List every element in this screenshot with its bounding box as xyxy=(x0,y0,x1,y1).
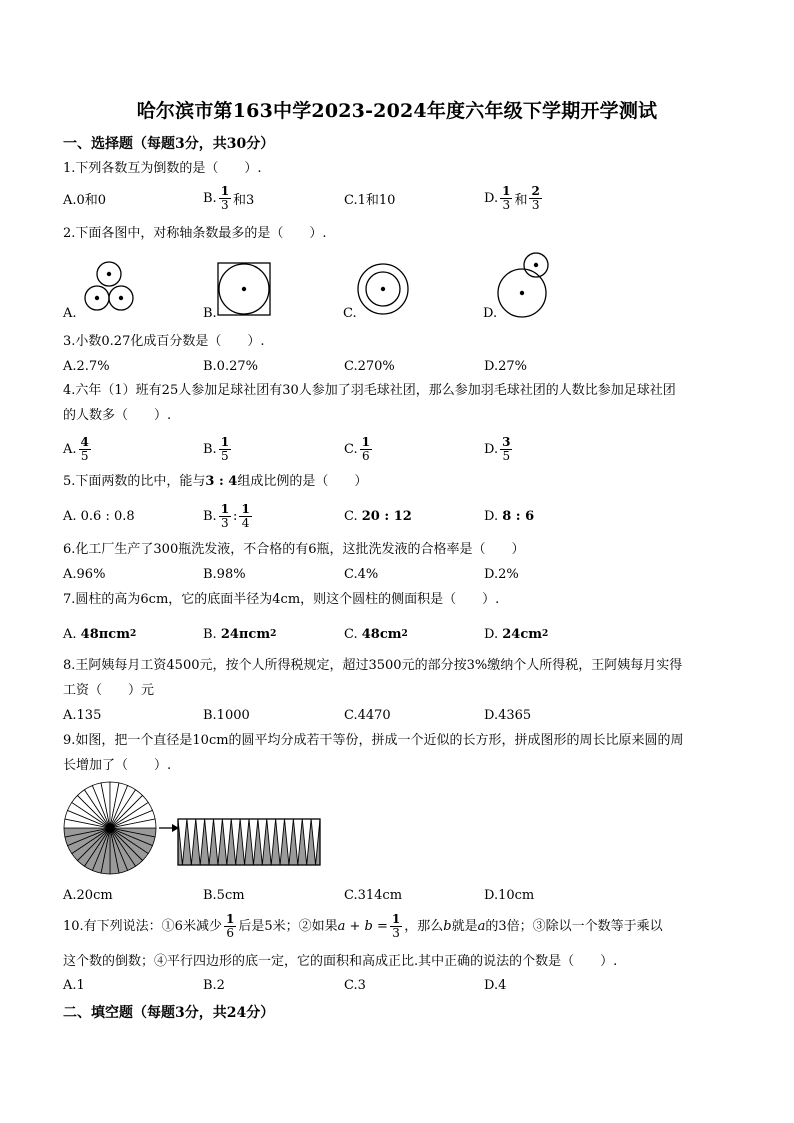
q7-option-d: D. 24cm 2 xyxy=(484,626,549,642)
concentric-circles-figure xyxy=(356,262,410,316)
fraction: $\frac{1}{3}$ xyxy=(391,912,401,940)
section-multiple-choice-heading: 一、选择题（每题3分，共30分） xyxy=(63,136,275,152)
fraction: $\frac{1}{6}$ xyxy=(225,912,235,940)
transform-arrow xyxy=(159,824,179,832)
q9-stem-line1: 9.如图，把一个直径是10cm的圆平均分成若干等份，拼成一个近似的长方形，拼成图形的周长比原来圆的周 xyxy=(63,733,684,748)
q3-option-d: D.27% xyxy=(484,358,527,374)
q4-option-b: B. $\frac{1}{5}$ xyxy=(203,434,230,463)
q1-options xyxy=(63,183,763,213)
fraction: $\frac{2}{3}$ xyxy=(531,183,540,212)
q3-option-b: B.0.27% xyxy=(203,358,258,374)
q4-options xyxy=(63,434,763,464)
q4-option-a: A. $\frac{4}{5}$ xyxy=(63,434,89,463)
q6-option-b: B.98% xyxy=(203,566,246,582)
q10-option-c: C.3 xyxy=(344,977,366,993)
q8-option-d: D.4365 xyxy=(484,707,532,723)
q7-options xyxy=(63,619,763,649)
q4-option-c: C. $\frac{1}{6}$ xyxy=(344,434,370,463)
q2-option-b: B. xyxy=(203,306,217,321)
q4-option-d: D. $\frac{3}{5}$ xyxy=(484,434,511,463)
fraction: $\frac{1}{5}$ xyxy=(220,434,230,463)
q8-option-c: C.4470 xyxy=(344,707,391,723)
three-circles-figure xyxy=(76,258,142,318)
fraction: $\frac{1}{4}$ xyxy=(241,501,250,530)
q6-option-a: A.96% xyxy=(63,566,106,582)
q6-stem: 6.化工厂生产了300瓶洗发液，不合格的有6瓶，这批洗发液的合格率是（ ） xyxy=(63,542,525,557)
q2-option-a: A. xyxy=(63,306,77,321)
q4-stem-line2: 的人数多（ ）. xyxy=(63,408,172,423)
q5-option-a: A. 0.6 : 0.8 xyxy=(63,508,135,524)
circle-to-rectangle-figure xyxy=(62,780,324,880)
q3-option-a: A.2.7% xyxy=(63,358,110,374)
q10-option-b: B.2 xyxy=(203,977,225,993)
q2-option-c: C. xyxy=(343,306,357,321)
q1-stem: 1.下列各数互为倒数的是（ ）. xyxy=(63,161,262,176)
fraction: $\frac{1}{3}$ xyxy=(220,183,230,212)
q9-option-b: B.5cm xyxy=(203,887,245,903)
q4-stem-line1: 4.六年（1）班有25人参加足球社团有30人参加了羽毛球社团，那么参加羽毛球社团的人数比参加足球社团 xyxy=(63,383,676,398)
section-fill-blank-heading: 二、填空题（每题3分，共24分） xyxy=(63,1005,275,1021)
q8-stem-line1: 8.王阿姨每月工资4500元，按个人所得税规定，超过3500元的部分按3%缴纳个人所得税，王阿姨每月实得 xyxy=(63,658,683,673)
q9-options xyxy=(63,880,763,910)
divided-circle xyxy=(64,782,156,874)
q5-options xyxy=(63,501,763,531)
q3-options xyxy=(63,351,763,381)
q7-option-a: A. 48πcm 2 xyxy=(63,626,137,642)
q6-option-c: C.4% xyxy=(344,566,379,582)
fraction: $\frac{1}{3}$ xyxy=(502,183,511,212)
fraction: $\frac{4}{5}$ xyxy=(80,434,89,463)
fraction: $\frac{1}{6}$ xyxy=(361,434,370,463)
q1-option-b: B. $\frac{1}{3}$ 和3 xyxy=(203,183,255,212)
q10-stem-line1: 10.有下列说法：①6米减少 $\frac{1}{6}$ 后是5米；②如果 a + b = $\frac{1}{3}$ ，那么 b 就是 a 的3倍；③除以一个数等于乘以 xyxy=(63,912,663,940)
q8-option-b: B.1000 xyxy=(203,707,250,723)
q2-stem: 2.下面各图中，对称轴条数最多的是（ ）. xyxy=(63,226,327,241)
q1-option-d: D. $\frac{1}{3}$ 和 $\frac{2}{3}$ xyxy=(484,183,540,212)
approximate-rectangle xyxy=(178,819,320,865)
q1-option-a: A.0和0 xyxy=(63,192,107,208)
q7-option-c: C. 48cm 2 xyxy=(344,626,408,642)
q8-options xyxy=(63,700,763,730)
q7-stem: 7.圆柱的高为6cm，它的底面半径为4cm，则这个圆柱的侧面积是（ ）. xyxy=(63,592,500,607)
q9-option-a: A.20cm xyxy=(63,887,113,903)
equation: a + b = xyxy=(337,919,388,934)
q5-stem: 5.下面两数的比中，能与3 : 4组成比例的是（ ） xyxy=(63,474,368,489)
q8-option-a: A.135 xyxy=(63,707,102,723)
q5-option-c: C. 20 : 12 xyxy=(344,508,412,524)
tangent-circles-figure xyxy=(496,250,556,320)
fraction: $\frac{1}{3}$ xyxy=(220,501,230,530)
circle-in-square-figure xyxy=(217,262,271,316)
q1-option-c: C.1和10 xyxy=(344,192,396,208)
q5-option-d: D. 8 : 6 xyxy=(484,508,535,524)
q8-stem-line2: 工资（ ）元 xyxy=(63,683,155,698)
q9-stem-line2: 长增加了（ ）. xyxy=(63,758,172,773)
target-ratio: 3 : 4 xyxy=(205,474,238,489)
q10-option-a: A.1 xyxy=(63,977,85,993)
exam-title: 哈尔滨市第163中学2023-2024年度六年级下学期开学测试 xyxy=(136,100,658,122)
q9-option-c: C.314cm xyxy=(344,887,403,903)
q10-option-d: D.4 xyxy=(484,977,507,993)
fraction: $\frac{3}{5}$ xyxy=(502,434,511,463)
q2-option-d: D. xyxy=(483,306,498,321)
q10-options xyxy=(63,970,763,1000)
q5-option-b: B. $\frac{1}{3}$ : $\frac{1}{4}$ xyxy=(203,501,250,530)
q6-options xyxy=(63,559,763,589)
q10-stem-line2: 这个数的倒数；④平行四边形的底一定，它的面积和高成正比.其中正确的说法的个数是（ ）. xyxy=(63,954,618,969)
q3-option-c: C.270% xyxy=(344,358,395,374)
q9-option-d: D.10cm xyxy=(484,887,535,903)
q3-stem: 3.小数0.27化成百分数是（ ）. xyxy=(63,334,265,349)
q6-option-d: D.2% xyxy=(484,566,519,582)
q7-option-b: B. 24πcm 2 xyxy=(203,626,277,642)
